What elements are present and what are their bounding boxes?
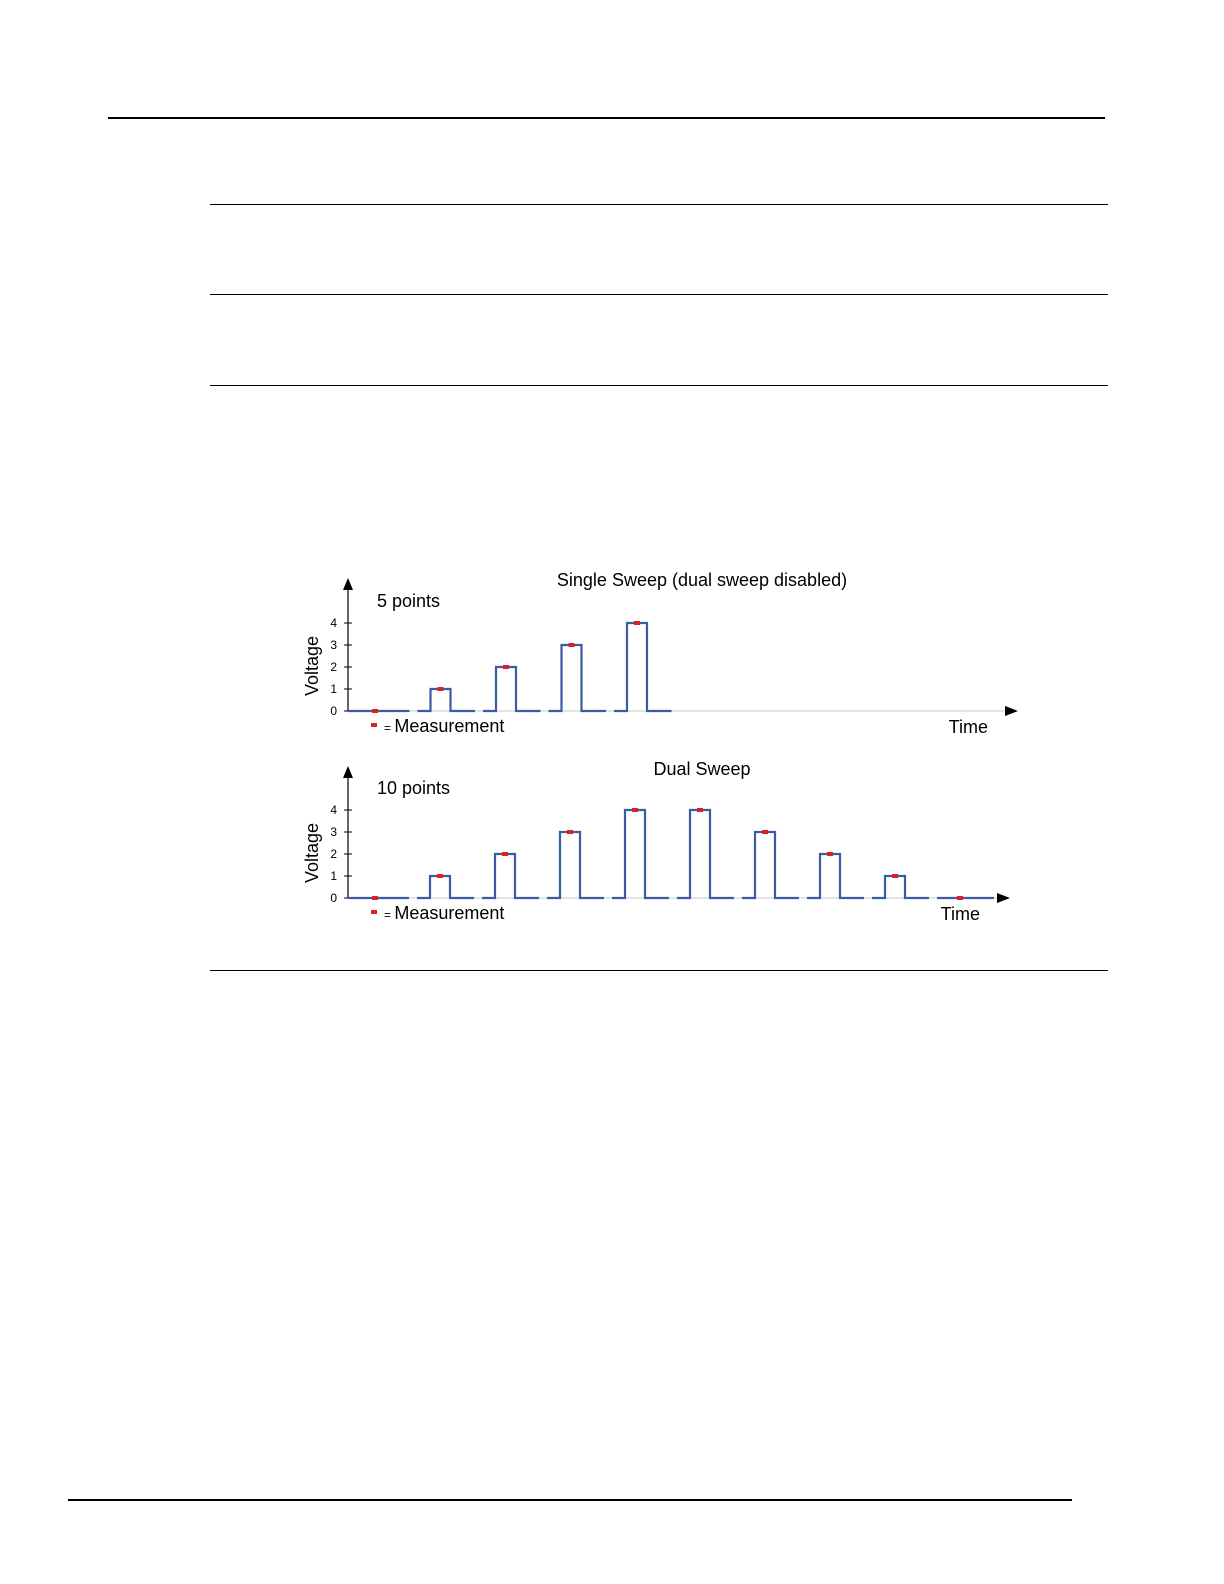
y-tick-label: 4 (330, 803, 337, 817)
footer-rule (68, 1499, 1072, 1501)
pulse-3 (482, 854, 539, 898)
pulse-2 (418, 689, 476, 711)
measurement-marker-3 (502, 852, 508, 856)
y-tick-label: 3 (330, 825, 337, 839)
measurement-marker-10 (957, 896, 963, 900)
pulse-5 (612, 810, 669, 898)
y-tick-label: 4 (330, 616, 337, 630)
measurement-marker-4 (569, 643, 575, 647)
x-axis-label: Time (948, 717, 988, 737)
sweep-figure (290, 560, 1050, 940)
y-axis-arrow (343, 578, 353, 590)
measurement-marker-5 (634, 621, 640, 625)
pulse-6 (677, 810, 734, 898)
table-rule-3 (210, 385, 1108, 386)
table-rule-4 (210, 970, 1108, 971)
y-tick-label: 0 (330, 704, 337, 718)
measurement-marker-3 (503, 665, 509, 669)
measurement-marker-9 (892, 874, 898, 878)
pulse-5 (614, 623, 672, 711)
pulse-4 (549, 645, 607, 711)
pulse-3 (483, 667, 541, 711)
measurement-marker-2 (437, 874, 443, 878)
chart-panel-2 (302, 759, 1010, 924)
legend-label: = Measurement (384, 903, 505, 923)
sweep-charts-svg (290, 560, 1050, 940)
legend-marker (371, 910, 377, 914)
legend-label: = Measurement (384, 716, 505, 736)
measurement-marker-1 (372, 709, 378, 713)
measurement-marker-6 (697, 808, 703, 812)
y-axis-label: Voltage (302, 822, 322, 884)
points-label: 10 points (377, 778, 451, 798)
table-rule-1 (210, 204, 1108, 205)
pulse-7 (742, 832, 799, 898)
y-tick-label: 3 (330, 638, 337, 652)
measurement-marker-8 (827, 852, 833, 856)
measurement-marker-1 (372, 896, 378, 900)
legend-marker (371, 723, 377, 727)
y-tick-label: 1 (330, 869, 337, 883)
chart-panel-1 (302, 570, 1018, 737)
pulse-8 (807, 854, 864, 898)
x-axis-label: Time (940, 904, 980, 924)
measurement-marker-2 (438, 687, 444, 691)
pulse-4 (547, 832, 604, 898)
chart-title: Single Sweep (dual sweep disabled) (556, 570, 848, 590)
x-axis-arrow (1005, 706, 1018, 716)
measurement-marker-4 (567, 830, 573, 834)
chart-title: Dual Sweep (653, 759, 751, 779)
y-axis-arrow (343, 766, 353, 778)
measurement-marker-5 (632, 808, 638, 812)
pulse-9 (872, 876, 929, 898)
y-axis-label: Voltage (302, 635, 322, 697)
y-tick-label: 2 (330, 660, 337, 674)
y-tick-label: 0 (330, 891, 337, 905)
table-rule-2 (210, 294, 1108, 295)
y-tick-label: 1 (330, 682, 337, 696)
y-tick-label: 2 (330, 847, 337, 861)
points-label: 5 points (377, 591, 441, 611)
header-rule (108, 117, 1105, 119)
measurement-marker-7 (762, 830, 768, 834)
pulse-2 (417, 876, 474, 898)
x-axis-arrow (997, 893, 1010, 903)
